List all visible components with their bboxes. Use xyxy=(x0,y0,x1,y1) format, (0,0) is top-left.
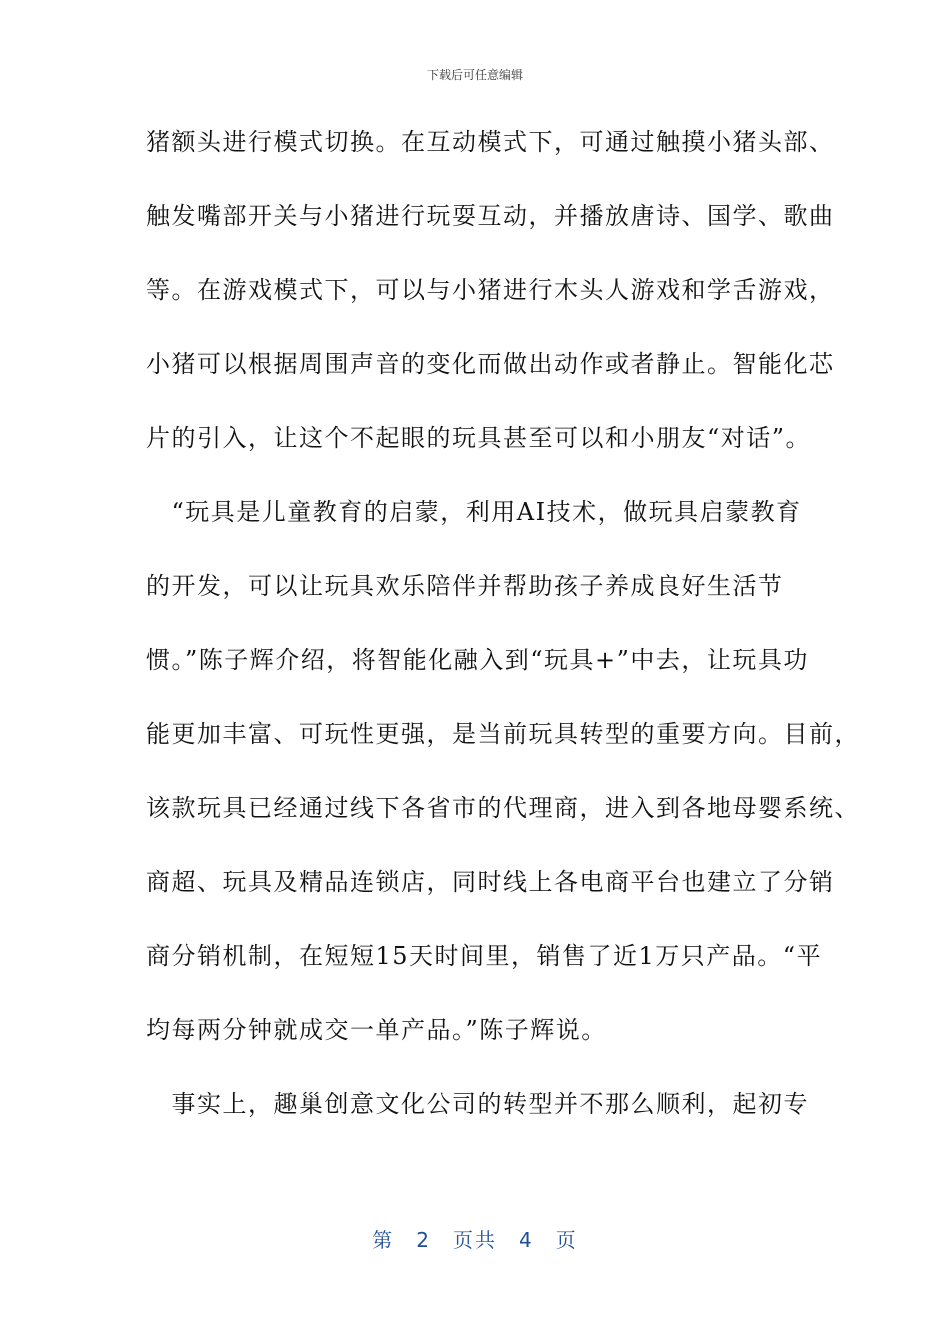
footer-prefix: 第 xyxy=(372,1228,395,1252)
header-note: 下载后可任意编辑 xyxy=(426,68,523,82)
text-line: 惯。”陈子辉介绍，将智能化融入到“玩具+”中去，让玩具功 xyxy=(146,646,809,674)
footer-total-pages: 4 xyxy=(519,1228,534,1252)
text-line: 等。在游戏模式下，可以与小猪进行木头人游戏和学舌游戏， xyxy=(146,276,835,304)
text-line: 商超、玩具及精品连锁店，同时线上各电商平台也建立了分销 xyxy=(146,868,835,896)
text-line: 片的引入，让这个不起眼的玩具甚至可以和小朋友“对话”。 xyxy=(146,424,812,452)
body-text xyxy=(146,105,860,1141)
footer-suffix: 页 xyxy=(555,1228,578,1252)
text-line: 的开发，可以让玩具欢乐陪伴并帮助孩子养成良好生活节 xyxy=(146,572,784,600)
text-line: 商分销机制，在短短15天时间里，销售了近1万只产品。“平 xyxy=(146,942,823,970)
text-line: 能更加丰富、可玩性更强，是当前玩具转型的重要方向。目前， xyxy=(146,720,860,748)
footer-page-number: 2 xyxy=(416,1228,431,1252)
text-line: 小猪可以根据周围声音的变化而做出动作或者静止。智能化芯 xyxy=(146,350,835,378)
page-footer xyxy=(0,1224,950,1253)
footer-middle: 页共 xyxy=(453,1228,497,1252)
text-line: 猪额头进行模式切换。在互动模式下，可通过触摸小猪头部、 xyxy=(146,128,835,156)
text-line: 触发嘴部开关与小猪进行玩耍互动，并播放唐诗、国学、歌曲 xyxy=(146,202,835,230)
text-line: 该款玩具已经通过线下各省市的代理商，进入到各地母婴系统、 xyxy=(146,794,860,822)
text-line: 事实上，趣巢创意文化公司的转型并不那么顺利，起初专 xyxy=(146,1090,809,1118)
text-line: 均每两分钟就成交一单产品。”陈子辉说。 xyxy=(146,1016,607,1044)
text-line: “玩具是儿童教育的启蒙，利用AI技术，做玩具启蒙教育 xyxy=(146,498,802,526)
